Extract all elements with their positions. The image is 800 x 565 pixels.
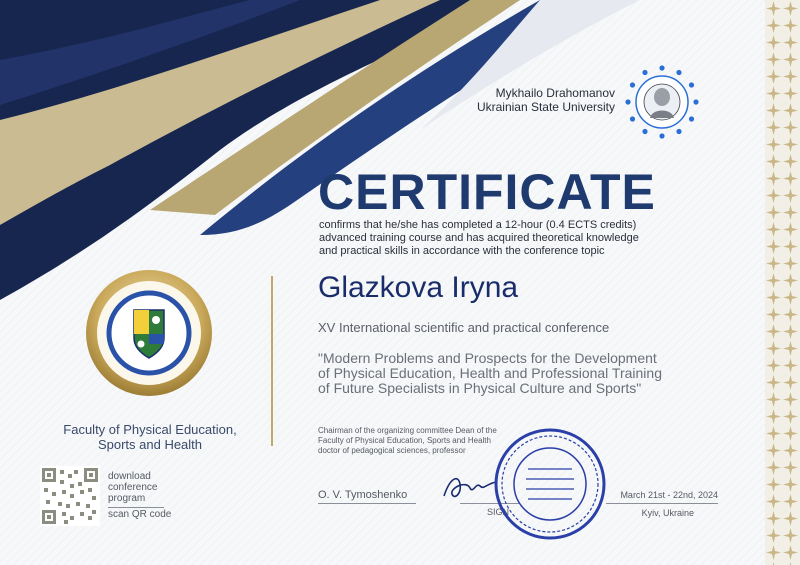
qr-code-icon[interactable] xyxy=(40,466,100,526)
conference-city: Kyiv, Ukraine xyxy=(641,508,694,518)
qr-download-label xyxy=(108,471,157,504)
qr-label-divider xyxy=(108,507,164,508)
faculty-line-1: Faculty of Physical Education, xyxy=(63,422,237,437)
recipient-name: Glazkova Iryna xyxy=(318,271,519,304)
faculty-line-2: Sports and Health xyxy=(97,437,203,452)
confirmation-line: advanced training course and has acquired theoretical knowledge xyxy=(319,232,639,244)
conference-topic xyxy=(318,350,662,396)
chairman-title xyxy=(318,426,518,456)
signatory-name: O. V. Tymoshenko xyxy=(318,489,408,501)
university-name xyxy=(440,86,615,114)
confirmation-line: confirms that he/she has completed a 12-hour (0.4 ECTS credits) xyxy=(319,219,637,231)
chairman-line: Faculty of Physical Education, Sports and Health xyxy=(318,436,491,445)
scan-qr-label: scan QR code xyxy=(108,509,172,520)
handwritten-signature-icon xyxy=(440,470,500,506)
pattern-stars-icon xyxy=(765,0,800,565)
confirmation-line: and practical skills in accordance with the conference topic xyxy=(319,245,605,257)
university-logo-icon xyxy=(624,64,700,140)
faculty-name xyxy=(50,422,250,452)
sign-label: SIGN xyxy=(487,507,510,517)
certificate-title: CERTIFICATE xyxy=(318,164,656,220)
chairman-line: Chairman of the organizing committee Dean of the xyxy=(318,426,497,435)
chairman-line: doctor of pedagogical sciences, professor xyxy=(318,446,466,455)
university-line-1: Mykhailo Drahomanov xyxy=(495,86,615,100)
university-line-2: Ukrainian State University xyxy=(476,100,615,114)
signatory-underline xyxy=(318,503,416,504)
conference-name: XV International scientific and practical conference xyxy=(318,320,610,335)
faculty-emblem-icon xyxy=(84,268,214,398)
confirmation-text xyxy=(319,219,649,258)
topic-line: of Future Specialists in Physical Culture and Sports" xyxy=(318,380,642,396)
topic-line: of Physical Education, Health and Professional Training xyxy=(318,365,662,381)
qr-label-line: program xyxy=(108,493,146,504)
vertical-divider xyxy=(271,276,273,446)
topic-line: "Modern Problems and Prospects for the Development xyxy=(318,350,657,366)
date-underline xyxy=(606,503,718,504)
qr-label-line: conference xyxy=(108,482,158,493)
conference-dates: March 21st - 22nd, 2024 xyxy=(620,490,718,500)
official-stamp-icon xyxy=(493,427,607,541)
qr-label-line: download xyxy=(108,471,151,482)
side-pattern xyxy=(765,0,800,565)
